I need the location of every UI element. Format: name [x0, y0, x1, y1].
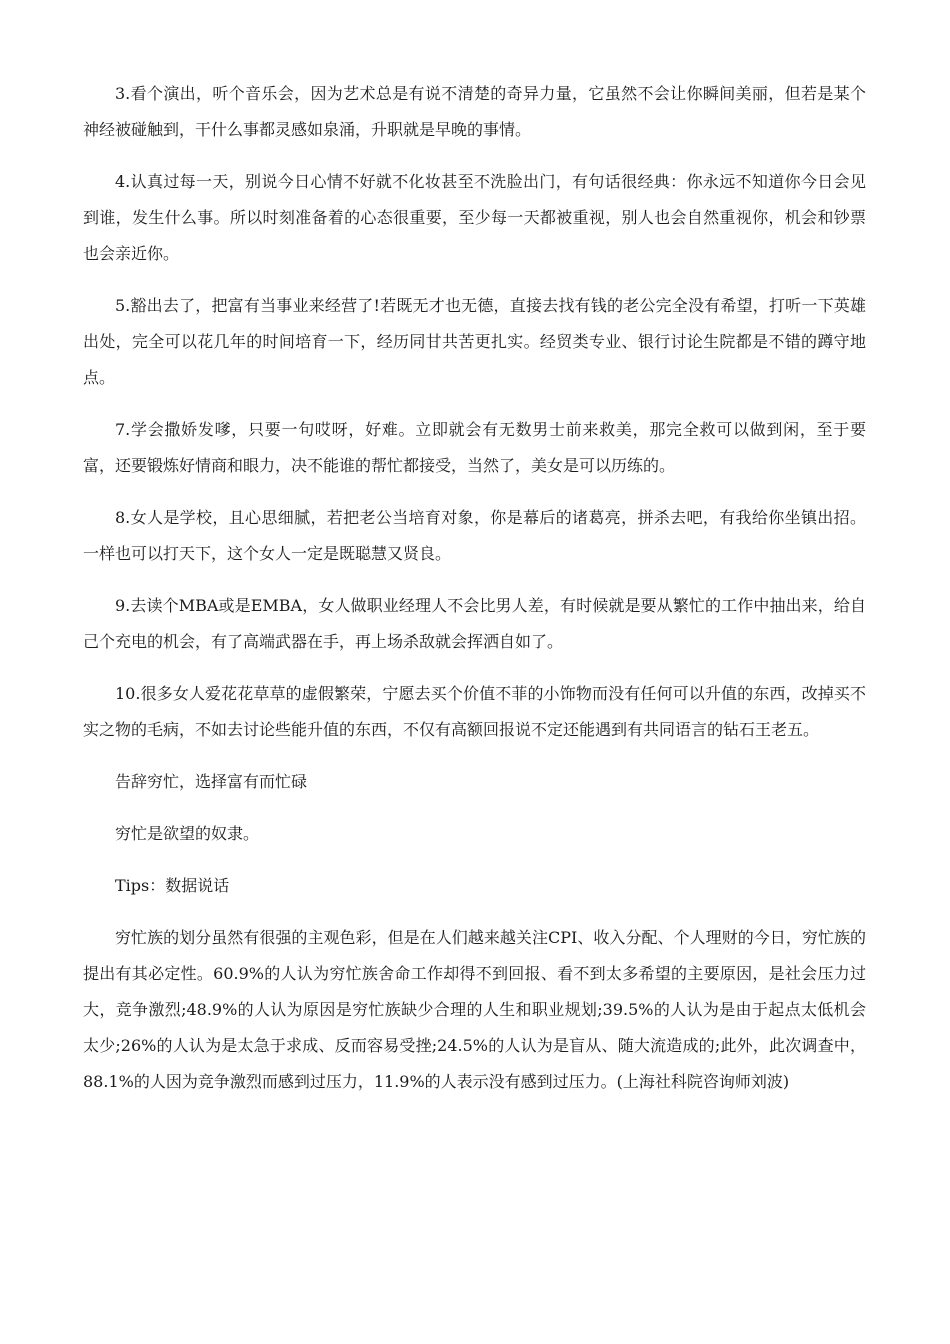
paragraph-item-4: 4.认真过每一天，别说今日心情不好就不化妆甚至不洗脸出门，有句话很经典：你永远不知道你今日会见到谁，发生什么事。所以时刻准备着的心态很重要，至少每一天都被重视，别人也会自然重视你，机会和钞票也会亲近你。 — [83, 172, 866, 263]
paragraph-item-5: 5.豁出去了，把富有当事业来经营了!若既无才也无德，直接去找有钱的老公完全没有希望，打听一下英雄出处，完全可以花几年的时间培育一下，经历同甘共苦更扎实。经贸类专业、银行讨论生院都是不错的蹲守地点。 — [83, 296, 866, 387]
tips-heading: Tips：数据说话 — [115, 876, 230, 895]
section-heading: 告辞穷忙，选择富有而忙碌 — [115, 772, 308, 791]
tips-body: 穷忙族的划分虽然有很强的主观色彩，但是在人们越来越关注CPI、收入分配、个人理财的今日，穷忙族的提出有其必定性。60.9%的人认为穷忙族舍命工作却得不到回报、看不到太多希望的主要原因，是社会压力过大，竞争激烈;48.9%的人认为原因是穷忙族缺少合理的人生和职业规划;39.5%的人认为是由于起点太低机会太少;26%的人认为是太急于求成、反而容易受挫;24.5%的人认为是盲从、随大流造成的;此外，此次调查中，88.1%的人因为竞争激烈而感到过压力，11.9%的人表示没有感到过压力。(上海社科院咨询师刘波) — [83, 928, 866, 1091]
paragraph-item-9: 9.去读个MBA或是EMBA，女人做职业经理人不会比男人差，有时候就是要从繁忙的工作中抽出来，给自己个充电的机会，有了高端武器在手，再上场杀敌就会挥洒自如了。 — [83, 596, 866, 651]
paragraph-item-8: 8.女人是学校，且心思细腻，若把老公当培育对象，你是幕后的诸葛亮，拼杀去吧，有我给你坐镇出招。一样也可以打天下，这个女人一定是既聪慧又贤良。 — [83, 508, 866, 563]
paragraph-item-10: 10.很多女人爱花花草草的虚假繁荣，宁愿去买个价值不菲的小饰物而没有任何可以升值的东西，改掉买不实之物的毛病，不如去讨论些能升值的东西，不仅有高额回报说不定还能遇到有共同语言的钻石王老五。 — [83, 684, 866, 739]
paragraph-item-3: 3.看个演出，听个音乐会，因为艺术总是有说不清楚的奇异力量，它虽然不会让你瞬间美丽，但若是某个神经被碰触到，干什么事都灵感如泉涌，升职就是早晚的事情。 — [83, 84, 866, 139]
section-subtitle: 穷忙是欲望的奴隶。 — [115, 824, 260, 843]
paragraph-item-7: 7.学会撒娇发嗲，只要一句哎呀，好难。立即就会有无数男士前来救美，那完全救可以做到闲，至于要富，还要锻炼好情商和眼力，决不能谁的帮忙都接受，当然了，美女是可以历练的。 — [83, 420, 866, 475]
